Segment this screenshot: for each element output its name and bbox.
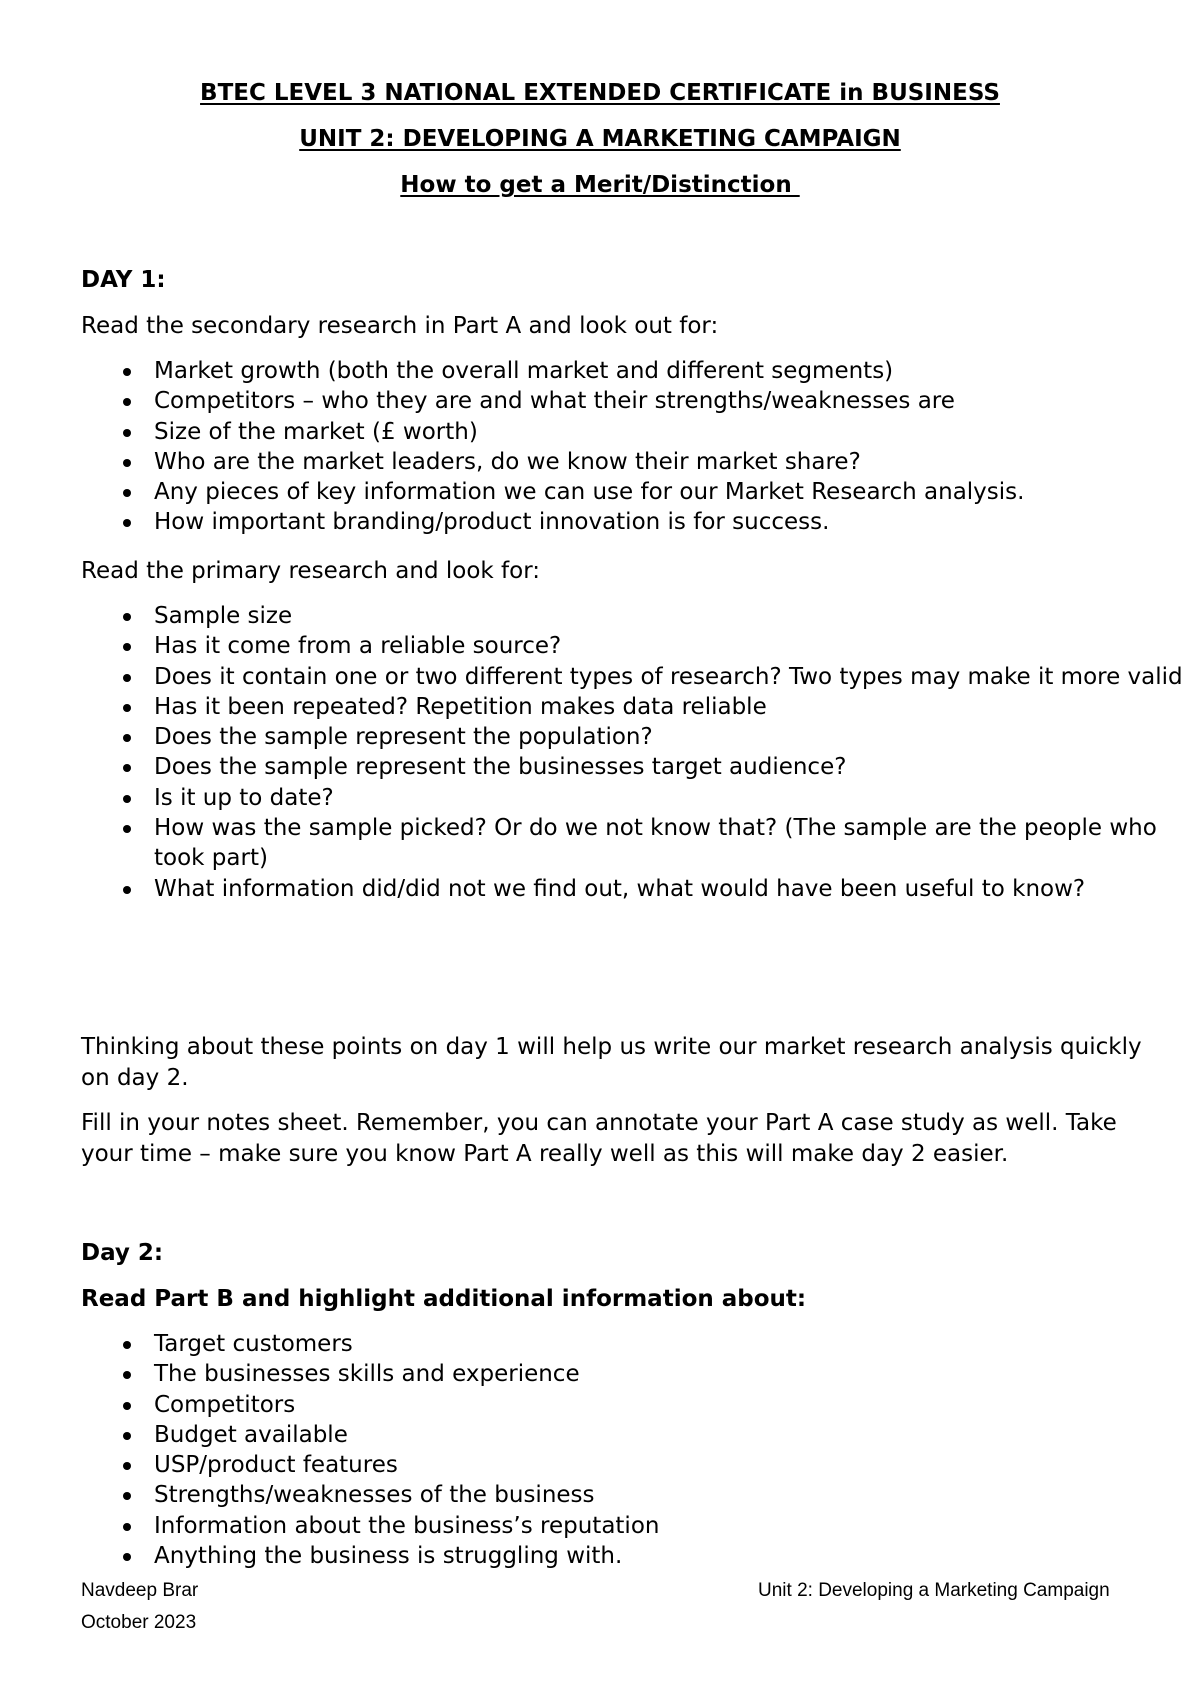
list-item: USP/product features: [81, 1450, 1194, 1480]
day2-heading: Day 2:: [81, 1240, 164, 1266]
footer-unit: Unit 2: Developing a Marketing Campaign: [758, 1580, 1110, 1601]
list-item: Is it up to date?: [81, 783, 1194, 813]
day2-subheading: Read Part B and highlight additional information about:: [81, 1286, 807, 1312]
primary-research-list: [81, 601, 1194, 904]
primary-research-intro: Read the primary research and look for:: [81, 558, 541, 584]
list-item: Who are the market leaders, do we know their market share?: [81, 447, 1194, 477]
list-item: Strengths/weaknesses of the business: [81, 1480, 1194, 1510]
day2-list: [81, 1329, 1194, 1571]
list-item: Has it been repeated? Repetition makes data reliable: [81, 692, 1194, 722]
list-item: Competitors: [81, 1390, 1194, 1420]
list-item: How important branding/product innovation is for success.: [81, 507, 1194, 537]
list-item: What information did/did not we find out, what would have been useful to know?: [81, 874, 1194, 904]
list-item: Anything the business is struggling with.: [81, 1541, 1194, 1571]
subtitle: How to get a Merit/Distinction: [400, 172, 800, 198]
unit-title: UNIT 2: DEVELOPING A MARKETING CAMPAIGN: [299, 126, 901, 152]
secondary-research-intro: Read the secondary research in Part A and look out for:: [81, 313, 719, 339]
list-item: Target customers: [81, 1329, 1194, 1359]
document-title: BTEC LEVEL 3 NATIONAL EXTENDED CERTIFICATE in BUSINESS: [200, 80, 1000, 106]
list-item: Budget available: [81, 1420, 1194, 1450]
list-item: Does the sample represent the population?: [81, 722, 1194, 752]
list-item: Has it come from a reliable source?: [81, 631, 1194, 661]
list-item: Size of the market (£ worth): [81, 417, 1194, 447]
list-item: The businesses skills and experience: [81, 1359, 1194, 1389]
footer-author: Navdeep Brar: [81, 1580, 199, 1601]
list-item: How was the sample picked? Or do we not know that? (The sample are the people who took part): [81, 813, 1194, 874]
list-item: Market growth (both the overall market and different segments): [81, 356, 1194, 386]
list-item: Any pieces of key information we can use for our Market Research analysis.: [81, 477, 1194, 507]
list-item: Does the sample represent the businesses target audience?: [81, 752, 1194, 782]
list-item: Does it contain one or two different types of research? Two types may make it more valid: [81, 662, 1194, 692]
thinking-paragraph: Thinking about these points on day 1 will help us write our market research analysis quickly on day 2.: [81, 1034, 1142, 1091]
list-item: Sample size: [81, 601, 1194, 631]
footer-date: October 2023: [81, 1612, 197, 1633]
secondary-research-list: [81, 356, 1194, 538]
notes-paragraph: Fill in your notes sheet. Remember, you can annotate your Part A case study as well. Take your time – make sure you know Part A really well as this will make day 2 easier.: [81, 1110, 1117, 1167]
list-item: Competitors – who they are and what their strengths/weaknesses are: [81, 386, 1194, 416]
list-item: Information about the business’s reputation: [81, 1511, 1194, 1541]
day1-heading: DAY 1:: [81, 267, 166, 293]
